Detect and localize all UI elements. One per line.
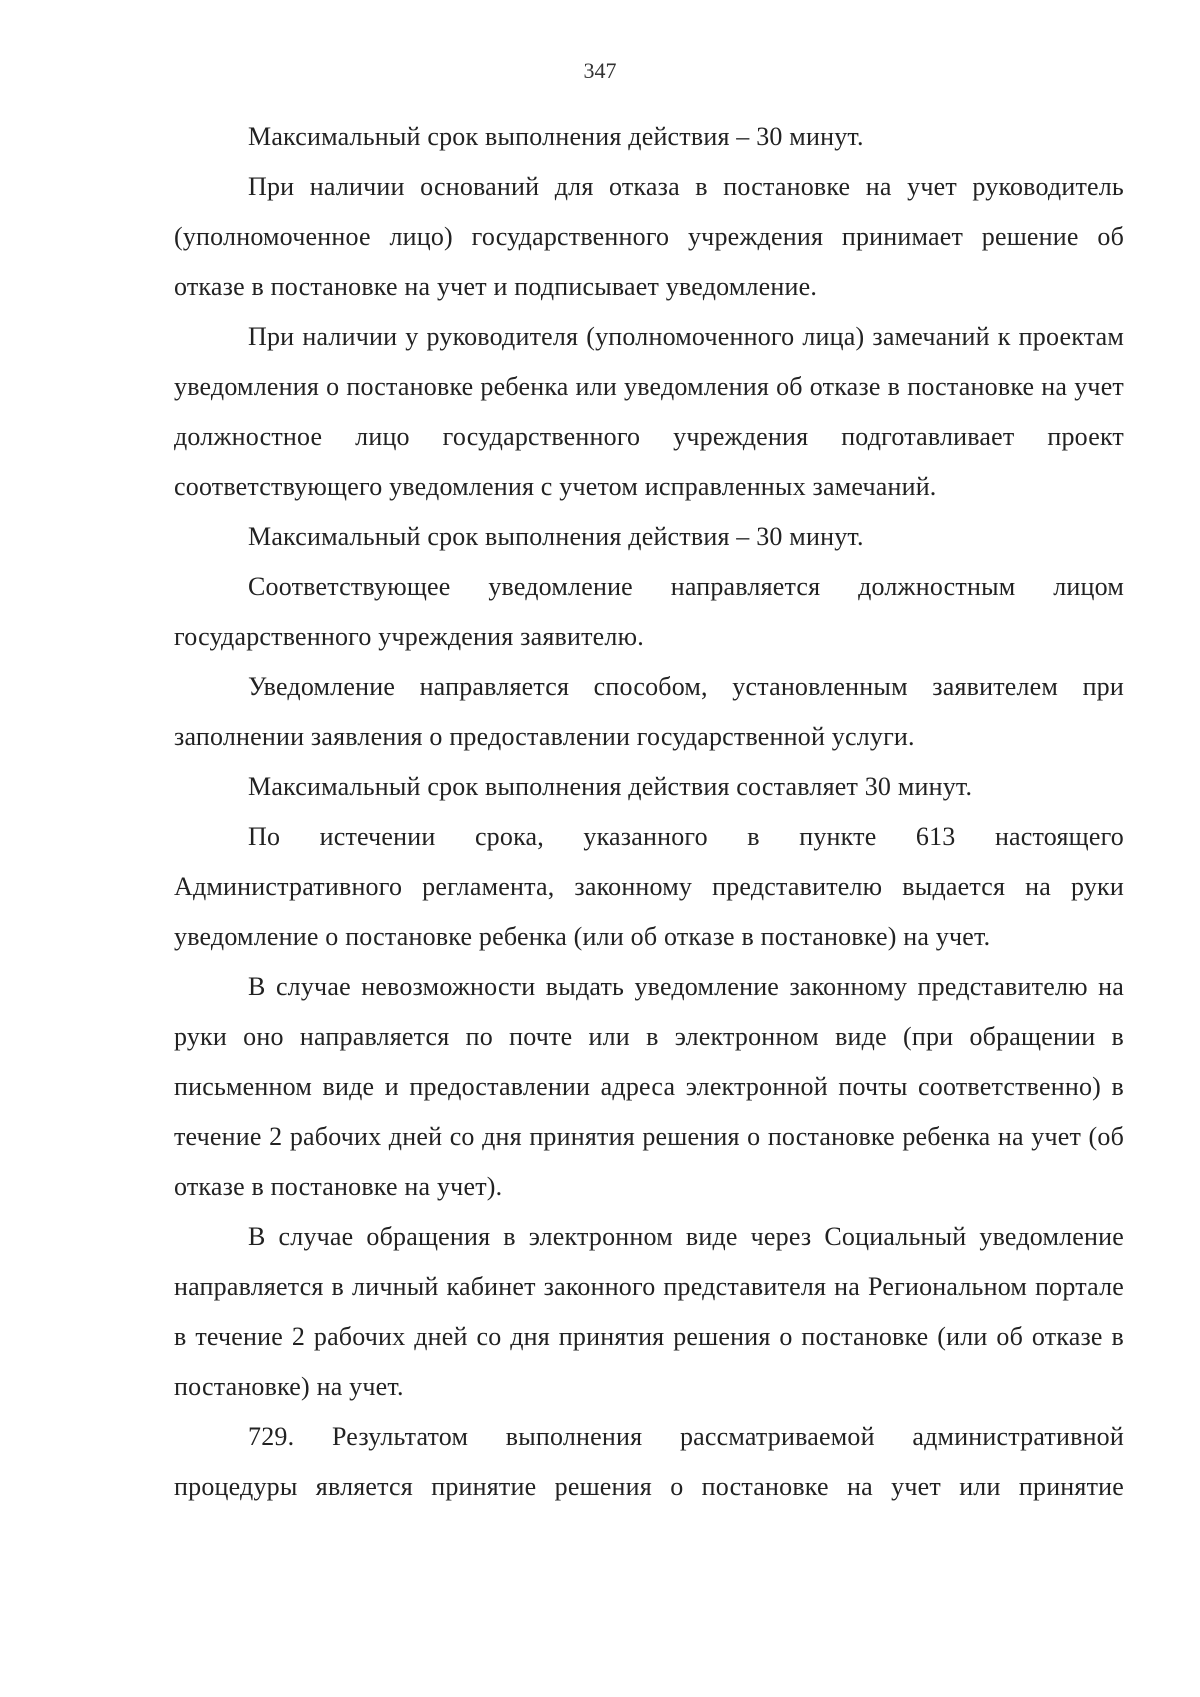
document-body [174,112,1124,1512]
paragraph: В случае невозможности выдать уведомление законному представителю на руки оно направляется по почте или в электронном виде (при обращении в письменном виде и предоставлении адреса электронной почты соответственно) в течение 2 рабочих дней со дня принятия решения о постановке ребенка на учет (об отказе в постановке на учет). [174,972,1124,1201]
paragraph: При наличии у руководителя (уполномоченного лица) замечаний к проектам уведомления о постановке ребенка или уведомления об отказе в постановке на учет должностное лицо государственного учреждения подготавливает проект соответствующего уведомления с учетом исправленных замечаний. [174,322,1124,501]
paragraph: По истечении срока, указанного в пункте 613 настоящего Административного регламента, законному представителю выдается на руки уведомление о постановке ребенка (или об отказе в постановке) на учет. [174,822,1124,951]
paragraph: Максимальный срок выполнения действия – 30 минут. [248,122,864,151]
paragraph: Максимальный срок выполнения действия – 30 минут. [248,522,864,551]
page-number: 347 [583,58,617,83]
paragraph: Уведомление направляется способом, установленным заявителем при заполнении заявления о предоставлении государственной услуги. [174,672,1124,751]
paragraph: В случае обращения в электронном виде через Социальный уведомление направляется в личный кабинет законного представителя на Региональном портале в течение 2 рабочих дней со дня принятия решения о постановке (или об отказе в постановке) на учет. [174,1222,1124,1401]
paragraph: 729. Результатом выполнения рассматриваемой административной процедуры является принятие решения о постановке на учет или принятие [174,1422,1124,1501]
paragraph: При наличии оснований для отказа в постановке на учет руководитель (уполномоченное лицо) государственного учреждения принимает решение об отказе в постановке на учет и подписывает уведомление. [174,172,1124,301]
paragraph: Соответствующее уведомление направляется должностным лицом государственного учреждения заявителю. [174,572,1124,651]
paragraph: Максимальный срок выполнения действия составляет 30 минут. [248,772,973,801]
